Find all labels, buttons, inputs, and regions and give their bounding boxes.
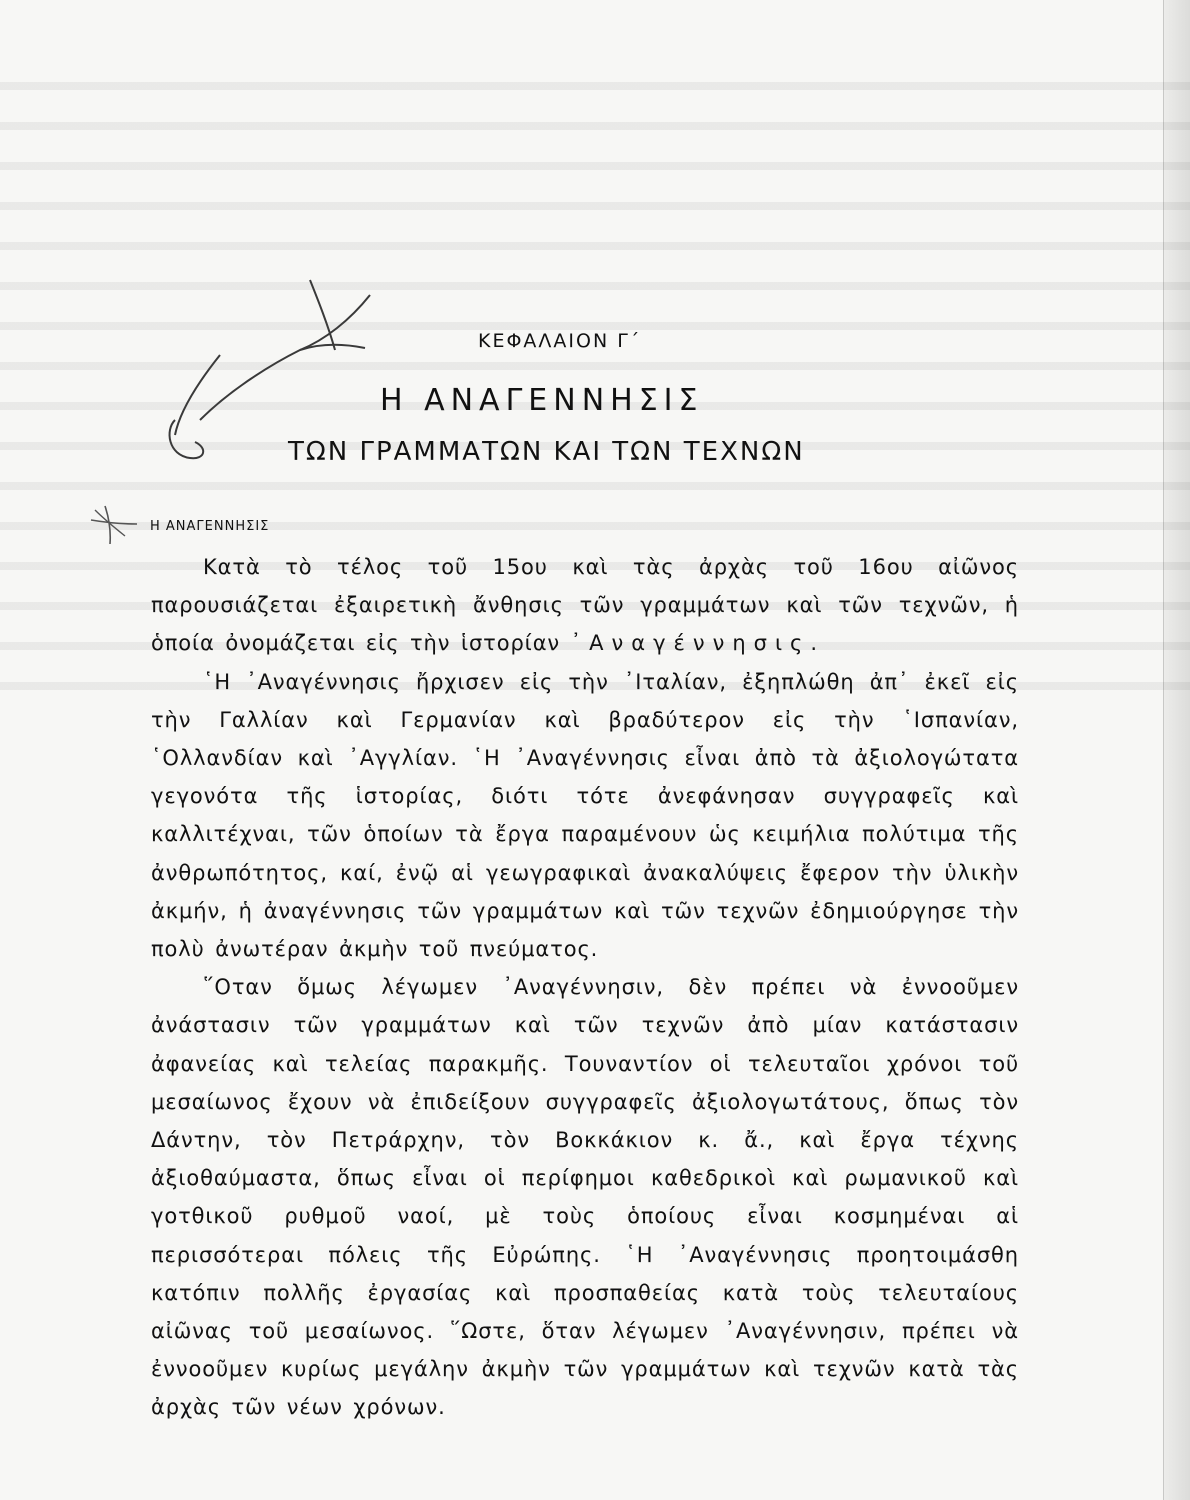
chapter-title: Η ΑΝΑΓΕΝΝΗΣΙΣ: [380, 383, 704, 418]
chapter-label: ΚΕΦΑΛΑΙΟΝ Γ΄: [478, 330, 642, 352]
paragraph-1-text: Κατὰ τὸ τέλος τοῦ 15ου καὶ τὰς ἀρχὰς τοῦ 16ου αἰῶνος παρουσιάζεται ἐξαιρετικὴ ἄνθησις τῶν γραμμάτων καὶ τῶν τεχνῶν, ἡ ὁποία ὀνομάζεται εἰς τὴν ἱστορίαν: [151, 555, 1019, 656]
chapter-subtitle: ΤΩΝ ΓΡΑΜΜΑΤΩΝ ΚΑΙ ΤΩΝ ΤΕΧΝΩΝ: [288, 437, 805, 467]
page-edge-shadow: [1163, 0, 1190, 1500]
spaced-term: ᾿Αναγέννησις.: [570, 631, 826, 656]
body-text: [151, 548, 1019, 1427]
section-heading: Η ΑΝΑΓΕΝΝΗΣΙΣ: [150, 519, 270, 534]
paragraph-1: [151, 548, 1019, 663]
paragraph-3: ῞Οταν ὅμως λέγωμεν ᾿Αναγέννησιν, δὲν πρέπει νὰ ἐννοοῦμεν ἀνάστασιν τῶν γραμμάτων καὶ τῶν τεχνῶν ἀπὸ μίαν κατάστασιν ἀφανείας καὶ τελείας παρακμῆς. Τουναντίον οἱ τελευταῖοι χρόνοι τοῦ μεσαίωνος ἔχουν νὰ ἐπιδείξουν συγγραφεῖς ἀξιολογωτάτους, ὅπως τὸν Δάντην, τὸν Πετράρχην, τὸν Βοκκάκιον κ. ἄ., καὶ ἔργα τέχνης ἀξιοθαύμαστα, ὅπως εἶναι οἱ περίφημοι καθεδρικοὶ καὶ ρωμανικοῦ καὶ γοτθικοῦ ρυθμοῦ ναοί, μὲ τοὺς ὁποίους εἶναι κοσμημέναι αἱ περισσότεραι πόλεις τῆς Εὐρώπης. ῾Η ᾿Αναγέννησις προητοιμάσθη κατόπιν πολλῆς ἐργασίας καὶ προσπαθείας κατὰ τοὺς τελευταίους αἰῶνας τοῦ μεσαίωνος. ῞Ωστε, ὅταν λέγωμεν ᾿Αναγέννησιν, πρέπει νὰ ἐννοοῦμεν κυρίως μεγάλην ἀκμὴν τῶν γραμμάτων καὶ τεχνῶν κατὰ τὰς ἀρχὰς τῶν νέων χρόνων.: [151, 975, 1019, 1420]
handwritten-asterisk-mark: [85, 500, 145, 550]
paragraph-2: ῾Η ᾿Αναγέννησις ἤρχισεν εἰς τὴν ᾿Ιταλίαν, ἐξηπλώθη ἀπ᾿ ἐκεῖ εἰς τὴν Γαλλίαν καὶ Γερμανίαν καὶ βραδύτερον εἰς τὴν ῾Ισπανίαν, ῾Ολλανδίαν καὶ ᾿Αγγλίαν. ῾Η ᾿Αναγέννησις εἶναι ἀπὸ τὰ ἀξιολογώτατα γεγονότα τῆς ἱστορίας, διότι τότε ἀνεφάνησαν συγγραφεῖς καὶ καλλιτέχναι, τῶν ὁποίων τὰ ἔργα παραμένουν ὡς κειμήλια πολύτιμα τῆς ἀνθρωπότητος, καί, ἐνῷ αἱ γεωγραφικαὶ ἀνακαλύψεις ἔφερον τὴν ὑλικὴν ἀκμήν, ἡ ἀναγέννησις τῶν γραμμάτων καὶ τῶν τεχνῶν ἐδημιούργησε τὴν πολὺ ἀνωτέραν ἀκμὴν τοῦ πνεύματος.: [151, 669, 1019, 962]
